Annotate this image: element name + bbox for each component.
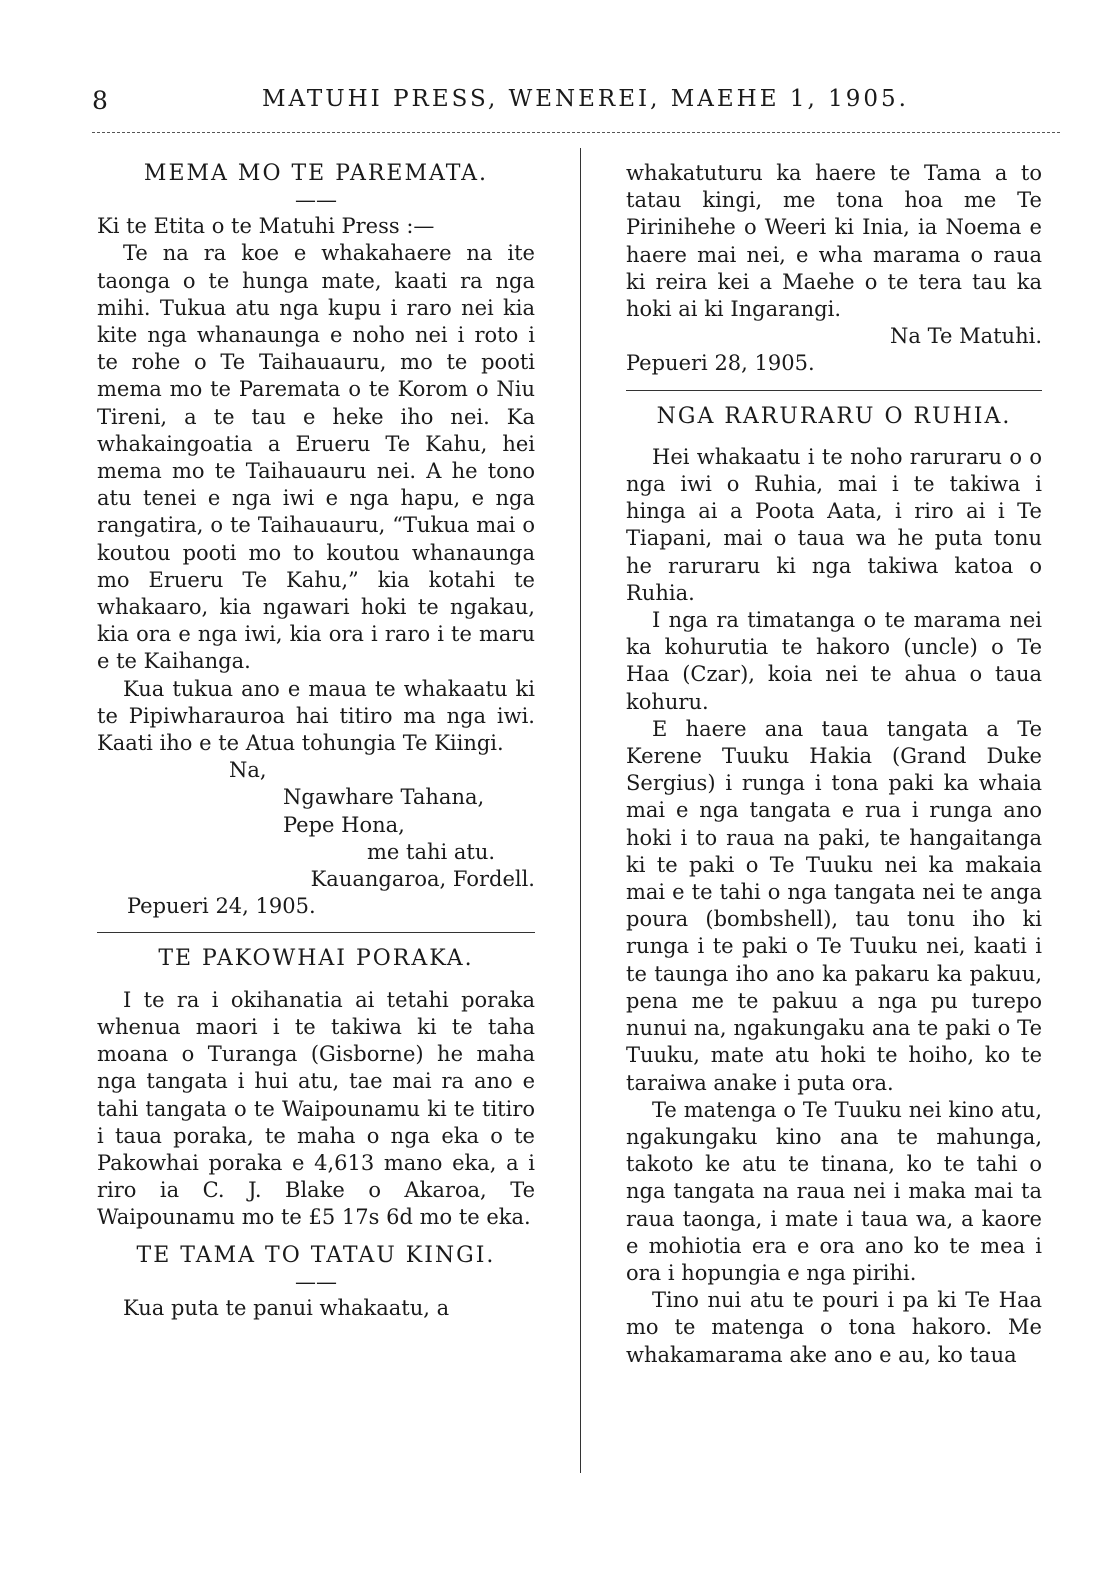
header-rule <box>92 132 1060 133</box>
signature-name: Ngawhare Tahana, <box>283 785 485 810</box>
article-paragraph: Te matenga o Te Tuuku nei kino atu, ngakungaku kino ana te mahunga, takoto ke atu te tinana, ko te tahi o nga tangata na raua nei i maka mai ta raua taonga, i mate i taua wa, a kaore e mohiotia era e ora ano ko te mea i ora i hopungia e nga pirihi. <box>626 1097 1042 1285</box>
article-paragraph: Hei whakaatu i te noho raruraru o o nga iwi o Ruhia, mai i te takiwa i hinga ai a Poota Aata, i riro ai i Te Tiapani, mai o taua wa he puta tonu he raruraru ki nga takiwa katoa o Ruhia. <box>626 444 1042 605</box>
section-rule <box>626 390 1042 391</box>
signature-place: Kauangaroa, Fordell. <box>310 867 535 892</box>
article-heading-tama: TE TAMA TO TATAU KINGI. <box>136 1242 496 1268</box>
left-column <box>97 160 535 1322</box>
heading-divider: —— <box>295 188 337 213</box>
article-paragraph: I nga ra timatanga o te marama nei ka kohurutia te hakoro (uncle) o Te Haa (Czar), koia nei te ahua o taua kohuru. <box>626 608 1042 714</box>
right-column <box>626 160 1042 1369</box>
signature-na: Na, <box>229 758 267 783</box>
letter-date: Pepueri 24, 1905. <box>127 894 316 919</box>
page-number: 8 <box>92 86 108 115</box>
section-rule <box>97 932 535 933</box>
page-header <box>92 86 1032 120</box>
article-heading-mema: MEMA MO TE PAREMATA. <box>143 161 489 186</box>
masthead: MATUHI PRESS, WENEREI, MAEHE 1, 1905. <box>262 86 909 112</box>
signature-matuhi: Na Te Matuhi. <box>890 324 1042 349</box>
signature-name: Pepe Hona, <box>283 812 405 837</box>
article-paragraph: Kua tukua ano e maua te whakaatu ki te Pipiwharauroa hai titiro ma nga iwi. Kaati iho e te Atua tohungia Te Kiingi. <box>97 676 535 756</box>
salutation: Ki te Etita o te Matuhi Press :— <box>97 214 435 239</box>
letter-date: Pepueri 28, 1905. <box>626 351 815 376</box>
article-paragraph: E haere ana taua tangata a Te Kerene Tuuku Hakia (Grand Duke Sergius) i runga i tona paki ka whaia mai e nga tangata e rua i runga ano hoki i to raua na paki, te hangaitanga ki te paki o Te Tuuku nei ka makaia mai e te tahi o nga tangata nei te anga poura (bombshell), tau tonu iho ki runga i te paki o Te Tuuku nei, kaati i te taunga iho ano ka pakaru ka pakuu, pena me te pakuu a nga pu turepo nunui na, ngakungaku ana te paki o Te Tuuku, mate atu hoki te hoiho, ko te taraiwa anake i puta ora. <box>626 716 1042 1095</box>
article-paragraph: Tino nui atu te pouri i pa ki Te Haa mo te matenga o tona hakoro. Me whakamarama ake ano e au, ko taua <box>626 1288 1042 1367</box>
article-paragraph: I te ra i okihanatia ai tetahi poraka whenua maori i te takiwa ki te taha moana o Turanga (Gisborne) he maha nga tangata i hui atu, tae mai ra ano e tahi tangata o te Waipounamu ki te titiro i taua poraka, te maha o nga eka o te Pakowhai poraka e 4,613 mano eka, a i riro ia C. J. Blake o Akaroa, Te Waipounamu mo te £5 17s 6d mo te eka. <box>97 987 535 1230</box>
article-heading-ruhia: NGA RARURARU O RUHIA. <box>656 403 1012 429</box>
article-continuation: whakatuturu ka haere te Tama a to tatau kingi, me tona hoa me Te Pirinihehe o Weeri ki Inia, ia Noema e haere mai nei, e wha marama o raua ki reira kei a Maehe o te tera tau ka hoki ai ki Ingarangi. <box>626 161 1042 322</box>
signature-others: me tahi atu. <box>367 839 496 864</box>
article-paragraph: Te na ra koe e whakahaere na ite taonga o te hunga mate, kaati ra nga mihi. Tukua atu nga kupu i raro nei kia kite nga whanaunga e noho nei i roto i te rohe o Te Taihauauru, mo te pooti mema mo te Paremata o te Korom o Niu Tireni, a te tau e heke iho nei. Ka whakaingoatia a Erueru Te Kahu, hei mema mo te Taihauauru nei. A he tono atu tenei e nga iwi e nga hapu, e nga rangatira, o te Taihauauru, “Tukua mai o koutou pooti mo to koutou whanaunga mo Erueru Te Kahu,” kia kotahi te whakaaro, kia ngawari hoki te ngakau, kia ora e nga iwi, kia ora i raro i te maru e te Kaihanga. <box>97 241 535 674</box>
article-paragraph: Kua puta te panui whakaatu, a <box>123 1295 450 1320</box>
column-divider <box>580 148 581 1473</box>
heading-divider: —— <box>295 1269 337 1294</box>
article-heading-pakowhai: TE PAKOWHAI PORAKA. <box>158 946 474 972</box>
